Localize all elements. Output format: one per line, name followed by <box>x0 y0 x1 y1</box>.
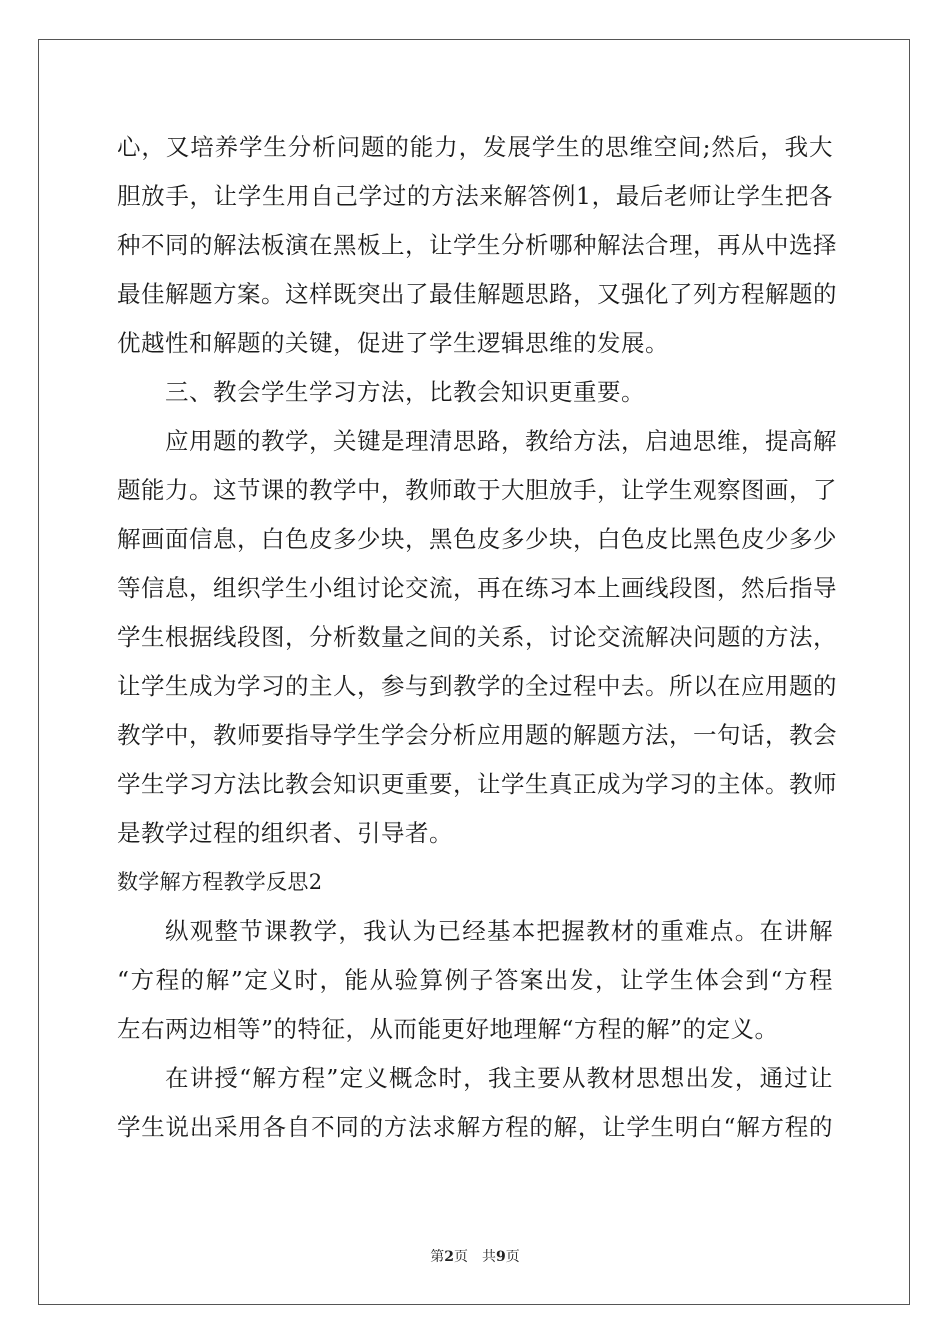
paragraph-line: 解画面信息，白色皮多少块，黑色皮多少块，白色皮比黑色皮少多少 <box>117 525 837 553</box>
paragraph-line: 左右两边相等”的特征，从而能更好地理解“方程的解”的定义。 <box>117 1015 779 1043</box>
paragraph-line: 在讲授“解方程”定义概念时，我主要从教材思想出发，通过让 <box>165 1064 833 1092</box>
paragraph-line: 纵观整节课教学，我认为已经基本把握教材的重难点。在讲解 <box>165 917 833 945</box>
paragraph-line: 学生学习方法比教会知识更重要，让学生真正成为学习的主体。教师 <box>117 770 837 798</box>
total-prefix: 共 <box>482 1249 496 1265</box>
paragraph-line: 优越性和解题的关键，促进了学生逻辑思维的发展。 <box>117 329 669 357</box>
paragraph-line: 最佳解题方案。这样既突出了最佳解题思路，又强化了列方程解题的 <box>117 280 837 308</box>
paragraph-line: 等信息，组织学生小组讨论交流，再在练习本上画线段图，然后指导 <box>117 574 837 602</box>
paragraph-line: 学生根据线段图，分析数量之间的关系，讨论交流解决问题的方法， <box>117 623 837 651</box>
total-page-count: 9 <box>496 1249 506 1265</box>
paragraph-line: 学生说出采用各自不同的方法求解方程的解，让学生明白“解方程的 <box>117 1113 833 1141</box>
article-title: 数学解方程教学反思2 <box>117 870 323 894</box>
paragraph-line: 题能力。这节课的教学中，教师敢于大胆放手，让学生观察图画，了 <box>117 476 837 504</box>
paragraph-line: 让学生成为学习的主人，参与到教学的全过程中去。所以在应用题的 <box>117 672 837 700</box>
paragraph-line: 胆放手，让学生用自己学过的方法来解答例1，最后老师让学生把各 <box>117 182 833 210</box>
paragraph-line: 心，又培养学生分析问题的能力，发展学生的思维空间;然后，我大 <box>117 133 833 161</box>
document-body <box>117 123 837 1152</box>
current-page-number: 2 <box>444 1249 454 1265</box>
page-suffix: 页 <box>454 1249 468 1265</box>
total-suffix: 页 <box>505 1249 520 1265</box>
paragraph-line: 教学中，教师要指导学生学会分析应用题的解题方法，一句话，教会 <box>117 721 837 749</box>
section-heading: 三、教会学生学习方法，比教会知识更重要。 <box>165 378 645 406</box>
page-footer <box>0 1246 950 1266</box>
paragraph-line: 是教学过程的组织者、引导者。 <box>117 819 453 847</box>
paragraph-line: 种不同的解法板演在黑板上，让学生分析哪种解法合理，再从中选择 <box>117 231 837 259</box>
paragraph-line: 应用题的教学，关键是理清思路，教给方法，启迪思维，提高解 <box>165 427 837 455</box>
page-prefix: 第 <box>430 1249 445 1265</box>
paragraph-line: “方程的解”定义时，能从验算例子答案出发，让学生体会到“方程 <box>117 966 833 994</box>
